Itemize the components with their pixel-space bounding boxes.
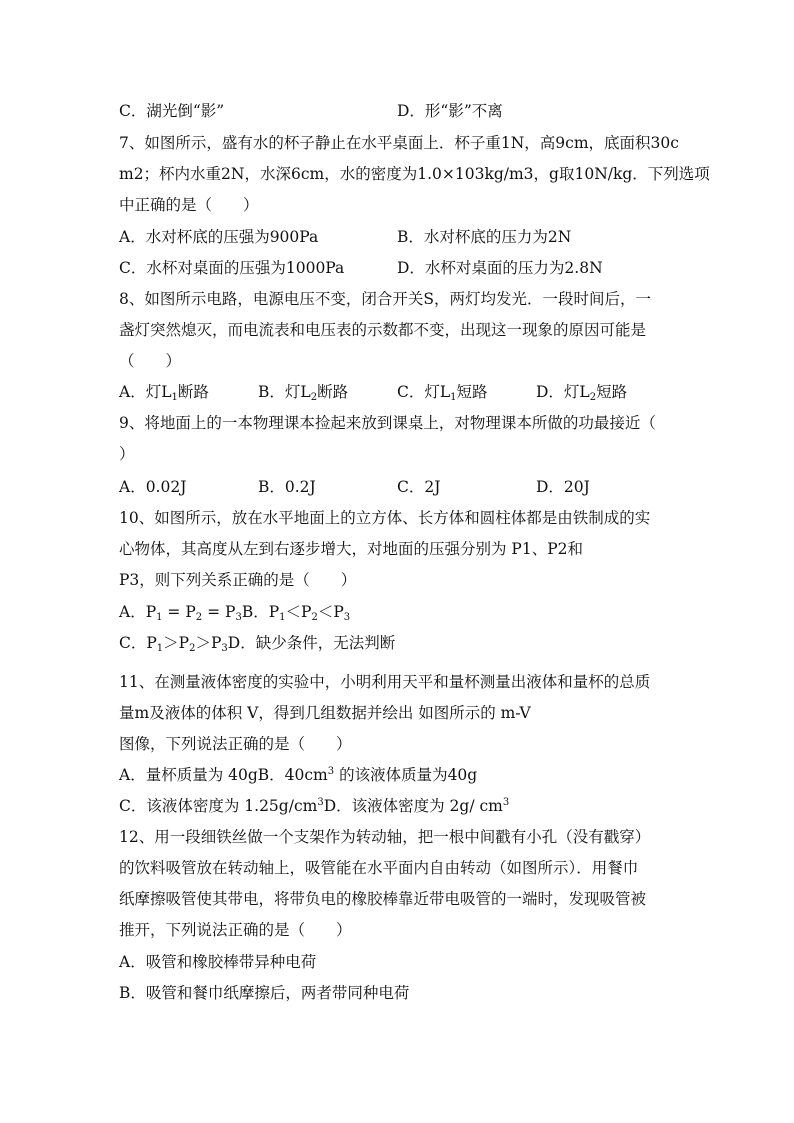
q10-options-ab: A．$P_1 = P_2 = P_3B$．$P_1<P_2<P_3$ [119, 603, 351, 623]
q8-option-a: A．灯$L_1$断路 [119, 383, 209, 403]
q10-stem-line-2: 心物体，其高度从左到右逐步增大，对地面的压强分别为 P1、P2和 [119, 540, 584, 558]
q8-option-d: D．灯$L_2$短路 [536, 383, 628, 403]
q11-options-ab: A．量杯质量为 40gB．$40cm^3$ 的该液体质量为40g [119, 766, 478, 784]
q11-stem-line-3: 图像，下列说法正确的是（ ） [119, 735, 352, 753]
q9-option-c: C．2J [397, 478, 441, 496]
q9-option-d: D．20J [536, 478, 590, 496]
q6-option-c: C．湖光倒“影” [119, 102, 225, 120]
q12-option-b: B．吸管和餐巾纸摩擦后，两者带同种电荷 [119, 984, 410, 1002]
q8-stem-line-1: 8、如图所示电路，电源电压不变，闭合开关S，两灯均发光．一段时间后，一 [119, 290, 651, 308]
q7-option-a: A．水对杯底的压强为900Pa [119, 228, 319, 246]
q10-stem-line-3: P3，则下列关系正确的是（ ） [119, 571, 357, 589]
q7-stem-line-3: 中正确的是（ ） [119, 196, 259, 214]
q10-options-cd: C．$P_1>P_2>P_3D$．缺少条件，无法判断 [119, 634, 396, 654]
q7-option-c: C．水杯对桌面的压强为1000Pa [119, 259, 345, 277]
q9-stem-line-1: 9、将地面上的一本物理课本捡起来放到课桌上，对物理课本所做的功最接近（ [119, 414, 656, 432]
q7-option-d: D．水杯对桌面的压力为2.8N [397, 259, 603, 277]
q9-stem-line-2: ） [119, 445, 135, 463]
q6-option-d: D．形“影”不离 [397, 102, 503, 120]
q11-stem-line-1: 11、在测量液体密度的实验中，小明利用天平和量杯测量出液体和量杯的总质 [119, 673, 651, 691]
q9-option-b: B．0.2J [258, 478, 316, 496]
q12-stem-line-2: 的饮料吸管放在转动轴上，吸管能在水平面内自由转动（如图所示）．用餐巾 [119, 859, 639, 877]
q12-stem-line-1: 12、用一段细铁丝做一个支架作为转动轴，把一根中间戳有小孔（没有戳穿） [119, 828, 651, 846]
q12-stem-line-4: 推开，下列说法正确的是（ ） [119, 921, 352, 939]
q12-option-a: A．吸管和橡胶棒带异种电荷 [119, 953, 317, 971]
q8-option-b: B．灯$L_2$断路 [258, 383, 349, 403]
q8-stem-line-3: （ ） [119, 352, 182, 370]
q11-options-cd: C．该液体密度为 $1.25g/cm^3D$．该液体密度为 2g/ $cm^3$ [119, 797, 510, 815]
q8-stem-line-2: 盏灯突然熄灭，而电流表和电压表的示数都不变，出现这一现象的原因可能是 [119, 321, 647, 339]
q12-stem-line-3: 纸摩擦吸管使其带电，将带负电的橡胶棒靠近带电吸管的一端时，发现吸管被 [119, 890, 647, 908]
q10-stem-line-1: 10、如图所示，放在水平地面上的立方体、长方体和圆柱体都是由铁制成的实 [119, 509, 651, 527]
q7-option-b: B．水对杯底的压力为2N [397, 228, 572, 246]
q7-stem-line-1: 7、如图所示，盛有水的杯子静止在水平桌面上．杯子重1N，高9cm，底面积30c [119, 134, 679, 152]
q8-option-c: C．灯$L_1$短路 [397, 383, 488, 403]
q7-stem-line-2: m2；杯内水重2N，水深6cm，水的密度为1.0×103kg/m3，g取10N/kg．下列选项 [119, 165, 710, 183]
q11-stem-line-2: 量m及液体的体积 V，得到几组数据并绘出 如图所示的 m-V [119, 704, 531, 722]
q9-option-a: A．0.02J [119, 478, 187, 496]
